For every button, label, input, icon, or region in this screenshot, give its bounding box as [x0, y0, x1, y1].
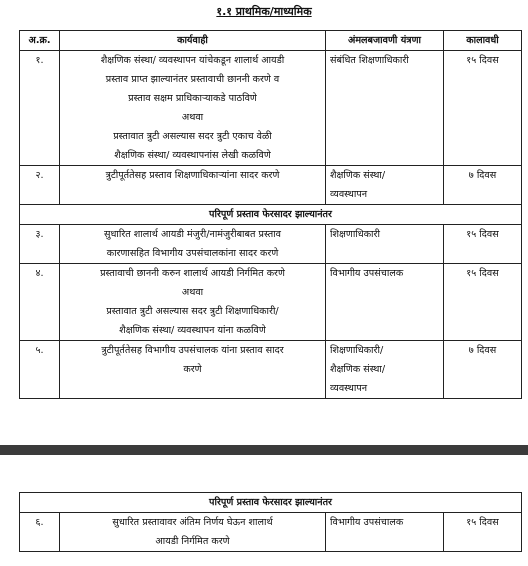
row-duration: १५ दिवस — [444, 513, 522, 552]
table-header-row — [20, 31, 522, 51]
row-action — [60, 166, 326, 205]
row-duration: १५ दिवस — [444, 264, 522, 341]
subheading-row — [20, 493, 522, 513]
action-line: प्रस्ताव प्राप्त झाल्यानंतर प्रस्तावाची छाननी करणे व — [105, 74, 280, 85]
table-row — [20, 341, 522, 399]
agency-line: शैक्षणिक संस्था/ — [330, 364, 386, 375]
table-row — [20, 513, 522, 552]
row-action — [60, 513, 326, 552]
row-action — [60, 341, 326, 399]
row-agency — [326, 264, 444, 341]
row-serial-no: ४. — [20, 264, 60, 341]
agency-line: व्यवस्थापन — [330, 383, 368, 394]
action-line: अथवा — [181, 112, 204, 123]
row-duration: ७ दिवस — [444, 166, 522, 205]
action-line: अथवा — [181, 287, 204, 298]
header-action: कार्यवाही — [60, 31, 326, 51]
subheading-row — [20, 205, 522, 225]
row-action — [60, 51, 326, 166]
action-line: सुधारित प्रस्तावावर अंतिम निर्णय घेऊन शालार्थ — [112, 517, 273, 528]
row-duration: १५ दिवस — [444, 225, 522, 264]
row-serial-no: ५. — [20, 341, 60, 399]
action-line: शैक्षणिक संस्था/ व्यवस्थापन यांचेकडून शालार्थ आयडी — [100, 55, 285, 66]
agency-line: व्यवस्थापन — [330, 189, 368, 200]
header-duration: कालावधी — [444, 31, 522, 51]
action-line: कारणासहित विभागीय उपसंचालकांना सादर करणे — [106, 248, 279, 259]
row-agency — [326, 513, 444, 552]
action-line: त्रुटीपूर्ततेसह प्रस्ताव शिक्षणाधिकाऱ्यांना सादर करणे — [105, 170, 280, 181]
row-action — [60, 264, 326, 341]
row-agency — [326, 341, 444, 399]
row-duration: ७ दिवस — [444, 341, 522, 399]
procedure-table-continued — [19, 492, 522, 552]
agency-line: विभागीय उपसंचालक — [330, 517, 404, 528]
action-line: शैक्षणिक संस्था/ व्यवस्थापन यांना कळविणे — [119, 325, 266, 336]
agency-line: शिक्षणाधिकारी — [330, 229, 380, 240]
row-serial-no: ३. — [20, 225, 60, 264]
section-title: १.१ प्राथमिक/माध्यमिक — [216, 5, 312, 18]
action-line: करणे — [183, 364, 202, 375]
agency-line: शैक्षणिक संस्था/ — [330, 170, 386, 181]
subheading: परिपूर्ण प्रस्ताव फेरसादर झाल्यानंतर — [20, 493, 522, 513]
action-line: प्रस्ताव सक्षम प्राधिकाऱ्याकडे पाठविणे — [128, 93, 257, 104]
row-serial-no: १. — [20, 51, 60, 166]
row-serial-no: ६. — [20, 513, 60, 552]
agency-line: शिक्षणाधिकारी/ — [330, 345, 384, 356]
row-serial-no: २. — [20, 166, 60, 205]
agency-line: विभागीय उपसंचालक — [330, 268, 404, 279]
table-row — [20, 264, 522, 341]
action-line: त्रुटीपूर्ततेसह विभागीय उपसंचालक यांना प्रस्ताव सादर — [101, 345, 284, 356]
page-break-divider — [0, 445, 528, 455]
table-row — [20, 225, 522, 264]
row-agency — [326, 225, 444, 264]
row-agency — [326, 51, 444, 166]
table-row — [20, 51, 522, 166]
row-agency — [326, 166, 444, 205]
action-line: शैक्षणिक संस्था/ व्यवस्थापनांस लेखी कळविणे — [114, 150, 271, 161]
action-line: आयडी निर्गमित करणे — [155, 536, 230, 547]
action-line: प्रस्तावात त्रुटी असल्यास सदर त्रुटी शिक्षणाधिकारी/ — [106, 306, 279, 317]
subheading: परिपूर्ण प्रस्ताव फेरसादर झाल्यानंतर — [20, 205, 522, 225]
row-action — [60, 225, 326, 264]
row-duration: १५ दिवस — [444, 51, 522, 166]
header-agency: अंमलबजावणी यंत्रणा — [326, 31, 444, 51]
header-serial-no: अ.क्र. — [20, 31, 60, 51]
agency-line: संबंधित शिक्षणाधिकारी — [330, 55, 409, 66]
procedure-table — [19, 30, 522, 399]
table-row — [20, 166, 522, 205]
action-line: सुधारित शालार्थ आयडी मंजुरी/नामंजुरीबाबत प्रस्ताव — [103, 229, 282, 240]
action-line: प्रस्तावात त्रुटी असल्यास सदर त्रुटी एकाच वेळी — [113, 131, 272, 142]
action-line: प्रस्तावाची छाननी करुन शालार्थ आयडी निर्गमित करणे — [100, 268, 285, 279]
